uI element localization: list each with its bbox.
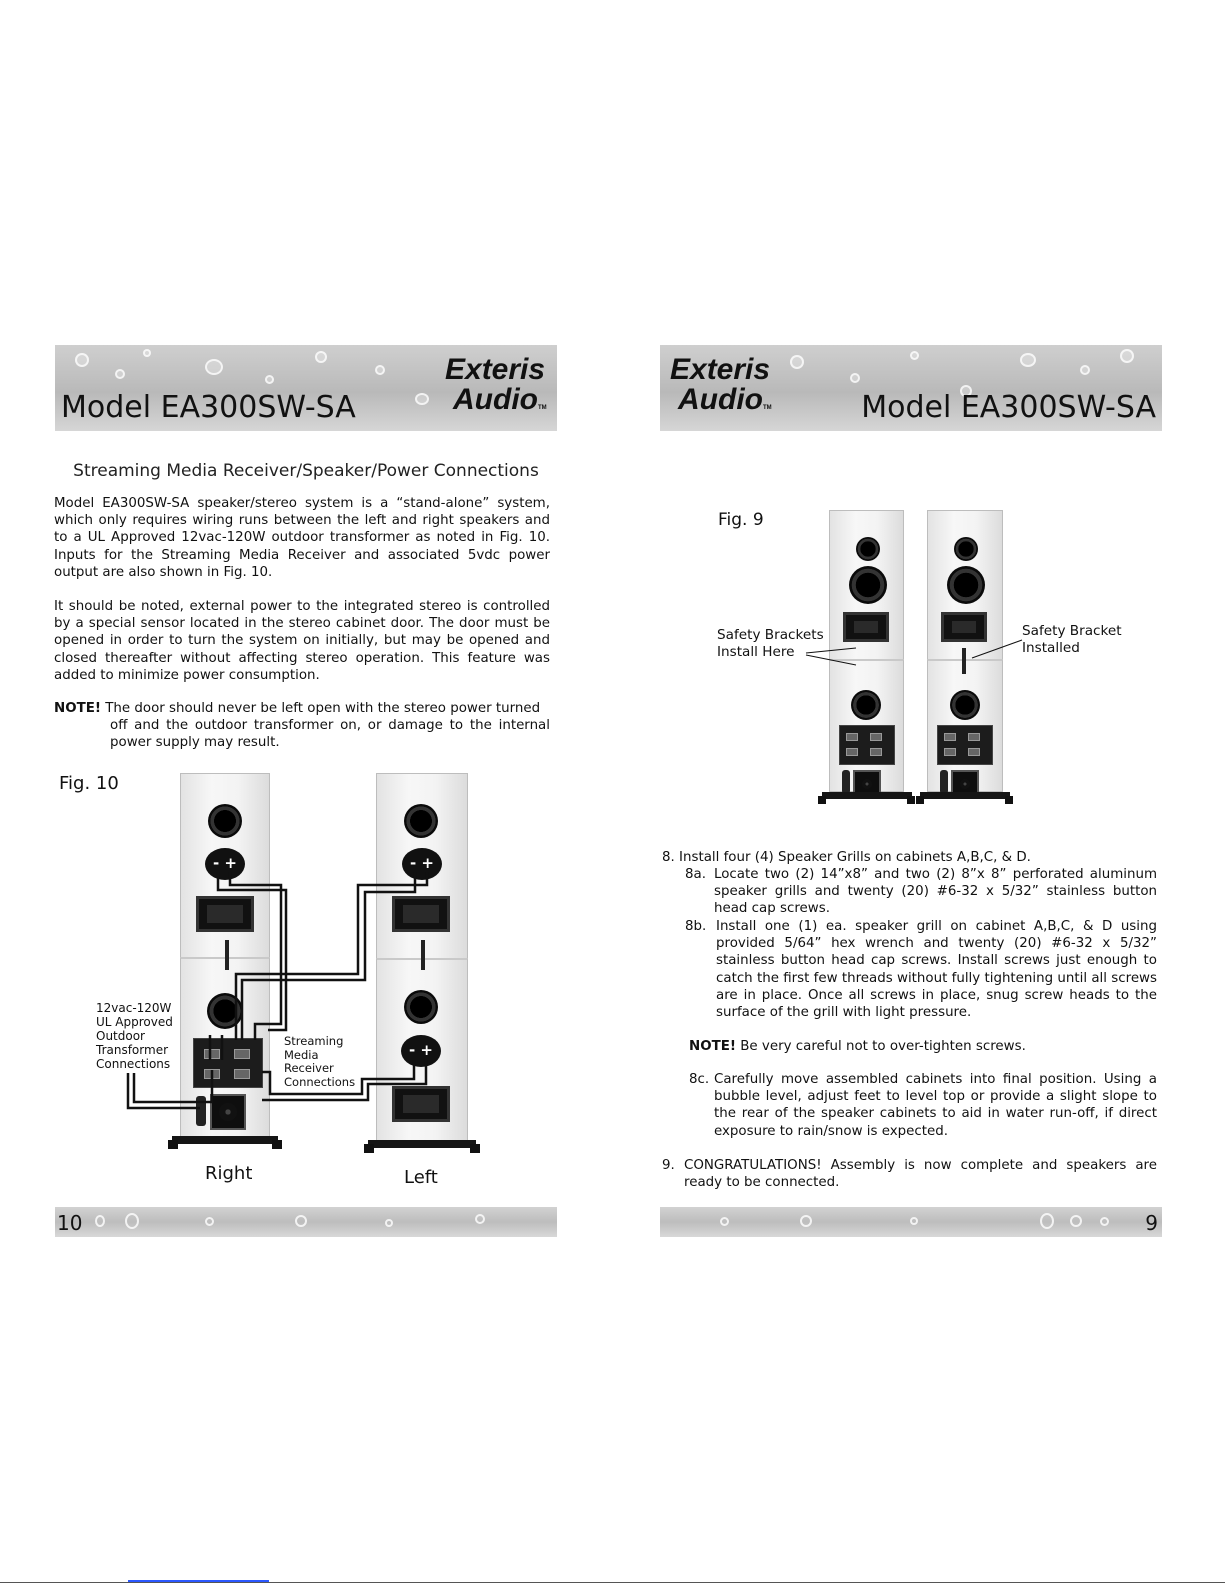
right-footer-bar (660, 1207, 1162, 1237)
exteris-audio-logo: Exteris AudioTM (445, 353, 547, 416)
step-9-text: CONGRATULATIONS! Assembly is now complete and speakers are ready to be connected. (684, 1158, 1157, 1191)
note-label: NOTE! (689, 1039, 736, 1054)
left-header-banner (55, 345, 557, 431)
page-number: 9 (1145, 1211, 1158, 1235)
section-heading: Streaming Media Receiver/Speaker/Power Connections (73, 461, 539, 481)
step-8a (685, 866, 1157, 918)
step-8c-label: 8c. (689, 1072, 710, 1087)
speaker-terminal: - + (401, 1035, 441, 1067)
stereo-input-panel (193, 1038, 263, 1088)
power-paragraph: It should be noted, external power to the integrated stereo is controlled by a special sensor located in the stereo cabinet door. The door must be opened in order to turn the system on initially, but may be opened and closed thereafter without affecting stereo operation. This feature was added to minimize power consumption. (54, 599, 550, 683)
step-8a-label: 8a. (685, 867, 706, 882)
install-here-label: Safety Brackets Install Here (717, 627, 824, 660)
note-line: off and the outdoor transformer on, or damage to the internal (110, 718, 550, 734)
bottom-rule (0, 1582, 1225, 1583)
transformer-connections-label: 12vac-120W UL Approved Outdoor Transformer Connections (96, 1001, 173, 1071)
page-number: 10 (57, 1211, 83, 1235)
header-title: Model EA300SW-SA (861, 390, 1156, 425)
intro-paragraph: Model EA300SW-SA speaker/stereo system is a “stand-alone” system, which only requires wiring runs between the left and right speakers and to a UL Approved 12vac-120W outdoor transformer as noted in Fig. 10. Inputs for the Streaming Media Receiver and associated 5vdc power output are also shown in Fig. 10. (54, 496, 550, 580)
cooling-fan (210, 1094, 246, 1130)
left-speaker-label: Left (404, 1167, 438, 1188)
left-footer-bar (55, 1207, 557, 1237)
bottom-link-underline[interactable] (128, 1580, 269, 1582)
note-block-right (689, 1038, 1026, 1055)
step-8a-text: Locate two (2) 14”x8” and two (2) 8”x 8” perforated aluminum speaker grills and twenty (20) #6-32 x 5/32” stainless button head cap screws. (714, 867, 1157, 917)
step-8c-text: Carefully move assembled cabinets into final position. Using a bubble level, adjust feet to level top or provide a slight slope to the rear of the speaker cabinets to aid in water run-off, if direct exposure to rain/snow is expected. (714, 1072, 1157, 1139)
step-8b (685, 918, 1157, 1021)
step-8c (689, 1071, 1157, 1140)
streaming-receiver-label: Streaming Media Receiver Connections (284, 1034, 356, 1089)
speaker-terminal: - + (205, 848, 245, 880)
note-line: power supply may result. (110, 735, 280, 751)
fig-9-label: Fig. 9 (718, 510, 764, 530)
note-text: Be very careful not to over-tighten screws. (740, 1039, 1026, 1054)
exteris-audio-logo: Exteris AudioTM (670, 353, 772, 416)
installed-bracket (962, 648, 966, 674)
speaker-terminal: - + (402, 848, 442, 880)
step-8: 8. Install four (4) Speaker Grills on cabinets A,B,C, & D. (662, 850, 1031, 865)
note-line: The door should never be left open with the stereo power turned (105, 701, 541, 716)
fig-10-label: Fig. 10 (59, 773, 119, 794)
installed-label: Safety Bracket Installed (1022, 623, 1122, 656)
note-label: NOTE! (54, 701, 101, 716)
step-8b-label: 8b. (685, 919, 707, 934)
right-speaker-label: Right (205, 1163, 253, 1184)
step-9-label: 9. (662, 1158, 675, 1173)
step-9 (662, 1157, 1157, 1191)
step-8b-text: Install one (1) ea. speaker grill on cabinet A,B,C, & D using provided 5/64” hex wrench and twenty (20) #6-32 x 5/32” stainless button head cap screws. Install screws just enough to catch the first few threads without fully tightening until all screws are in place. Once all screws in place, snug screw heads to the surface of the grill with light pressure. (716, 919, 1157, 1021)
note-block (54, 700, 550, 752)
header-title: Model EA300SW-SA (61, 390, 356, 425)
right-header-banner (660, 345, 1162, 431)
